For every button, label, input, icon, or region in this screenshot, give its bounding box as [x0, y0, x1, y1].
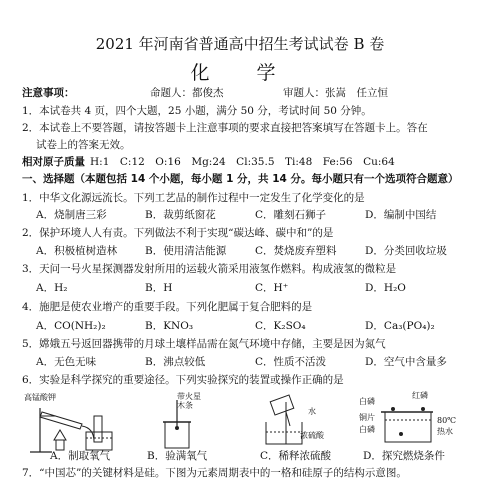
exam-title: 2021 年河南省普通高中招生考试试卷 B 卷 [95, 35, 385, 53]
q3-option-d: D．H₂O [365, 282, 406, 294]
figure-a [22, 392, 122, 462]
q1-option-b: B．裁剪纸窗花 [145, 209, 216, 221]
question-2: 2．保护环境人人有责。下列做法不利于实现“碳达峰、碳中和”的是 [22, 227, 334, 239]
section-1-heading: 一、选择题（本题包括 14 个小题，每小题 1 分，共 14 分。每小题只有一个选项符合题意） [22, 173, 459, 185]
label-red-p: 红磷 [412, 391, 428, 400]
question-6: 6．实验是科学探究的重要途径。下列实验探究的装置或操作正确的是 [22, 374, 344, 386]
q5-option-b: B．沸点较低 [145, 356, 206, 368]
apparatus-d-diagram [357, 392, 462, 448]
masses-values: H:1 C:12 O:16 Mg:24 Cl:35.5 Ti:48 Fe:56 Cu:64 [90, 156, 395, 168]
question-5: 5．嫦娥五号返回器携带的月球土壤样品需在氮气环境中存储，主要是因为氮气 [22, 338, 386, 350]
subject-title: 化 学 [190, 62, 290, 84]
caption-c: C．稀释浓硫酸 [260, 450, 332, 462]
label-hot-water: 热水 [437, 427, 453, 436]
label-conc-acid: 浓硫酸 [300, 431, 324, 440]
q5-option-c: C．性质不活泼 [255, 356, 327, 368]
q2-option-a: A．积极植树造林 [36, 245, 118, 257]
figure-d [357, 392, 462, 462]
label-kmno4: 高锰酸钾 [24, 393, 56, 402]
q2-option-c: C．焚烧废弃塑料 [255, 245, 337, 257]
q4-option-b: B．KNO₃ [145, 320, 194, 332]
question-7: 7．“中国芯”的关键材料是硅。下图为元素周期表中的一格和硅原子的结构示意图。 [22, 467, 407, 479]
question-3: 3．天问一号火星探测器发射所用的运载火箭采用液氢作燃料。构成液氢的微粒是 [22, 263, 397, 275]
q1-option-a: A．烧制唐三彩 [36, 209, 107, 221]
label-water: 水 [308, 407, 316, 416]
reviewer-line: 审题人：张嵩 任立恒 [283, 87, 388, 99]
caption-a: A．制取氧气 [50, 450, 111, 462]
q2-option-d: D．分类回收垃圾 [365, 245, 447, 257]
q5-option-a: A．无色无味 [36, 356, 97, 368]
notice-item-2b: 试卷上的答案无效。 [36, 139, 131, 151]
q3-option-a: A．H₂ [36, 282, 68, 294]
q4-option-c: C．K₂SO₄ [255, 320, 306, 332]
label-copper: 铜片 [359, 413, 375, 422]
author-line: 命题人：都俊杰 [150, 87, 224, 99]
q3-option-c: C．H⁺ [255, 282, 289, 294]
question-4: 4．施肥是使农业增产的重要手段。下列化肥属于复合肥料的是 [22, 301, 313, 313]
q1-option-d: D．编制中国结 [365, 209, 437, 221]
figure-c [242, 392, 342, 462]
caption-d: D．探究燃烧条件 [363, 450, 445, 462]
apparatus-b-diagram [137, 396, 227, 452]
q2-option-b: B．使用清洁能源 [145, 245, 227, 257]
caption-b: B．验满氧气 [147, 450, 208, 462]
label-white-p2: 白磷 [359, 425, 375, 434]
question-1: 1．中华文化源远流长。下列工艺品的制作过程中一定发生了化学变化的是 [22, 192, 365, 204]
q4-option-d: D．Ca₃(PO₄)₂ [365, 320, 435, 332]
notice-item-2a: 2．本试卷上不要答题，请按答题卡上注意事项的要求直接把答案填写在答题卡上。答在 [22, 122, 428, 134]
notice-label: 注意事项： [22, 87, 75, 99]
q4-option-a: A．CO(NH₂)₂ [36, 320, 106, 332]
label-splint: 带火星 木条 [177, 392, 201, 410]
figure-b [137, 392, 227, 462]
q5-option-d: D．空气中含量多 [365, 356, 447, 368]
notice-item-1: 1．本试卷共 4 页，四个大题，25 小题，满分 50 分，考试时间 50 分钟。 [22, 105, 372, 117]
apparatus-c-diagram [242, 392, 342, 448]
q6-figures [22, 392, 462, 462]
masses-label: 相对原子质量 [22, 156, 85, 168]
q3-option-b: B．H [145, 282, 173, 294]
label-temp: 80℃ [437, 416, 457, 425]
label-white-p1: 白磷 [359, 397, 375, 406]
q1-option-c: C．雕刻石狮子 [255, 209, 327, 221]
